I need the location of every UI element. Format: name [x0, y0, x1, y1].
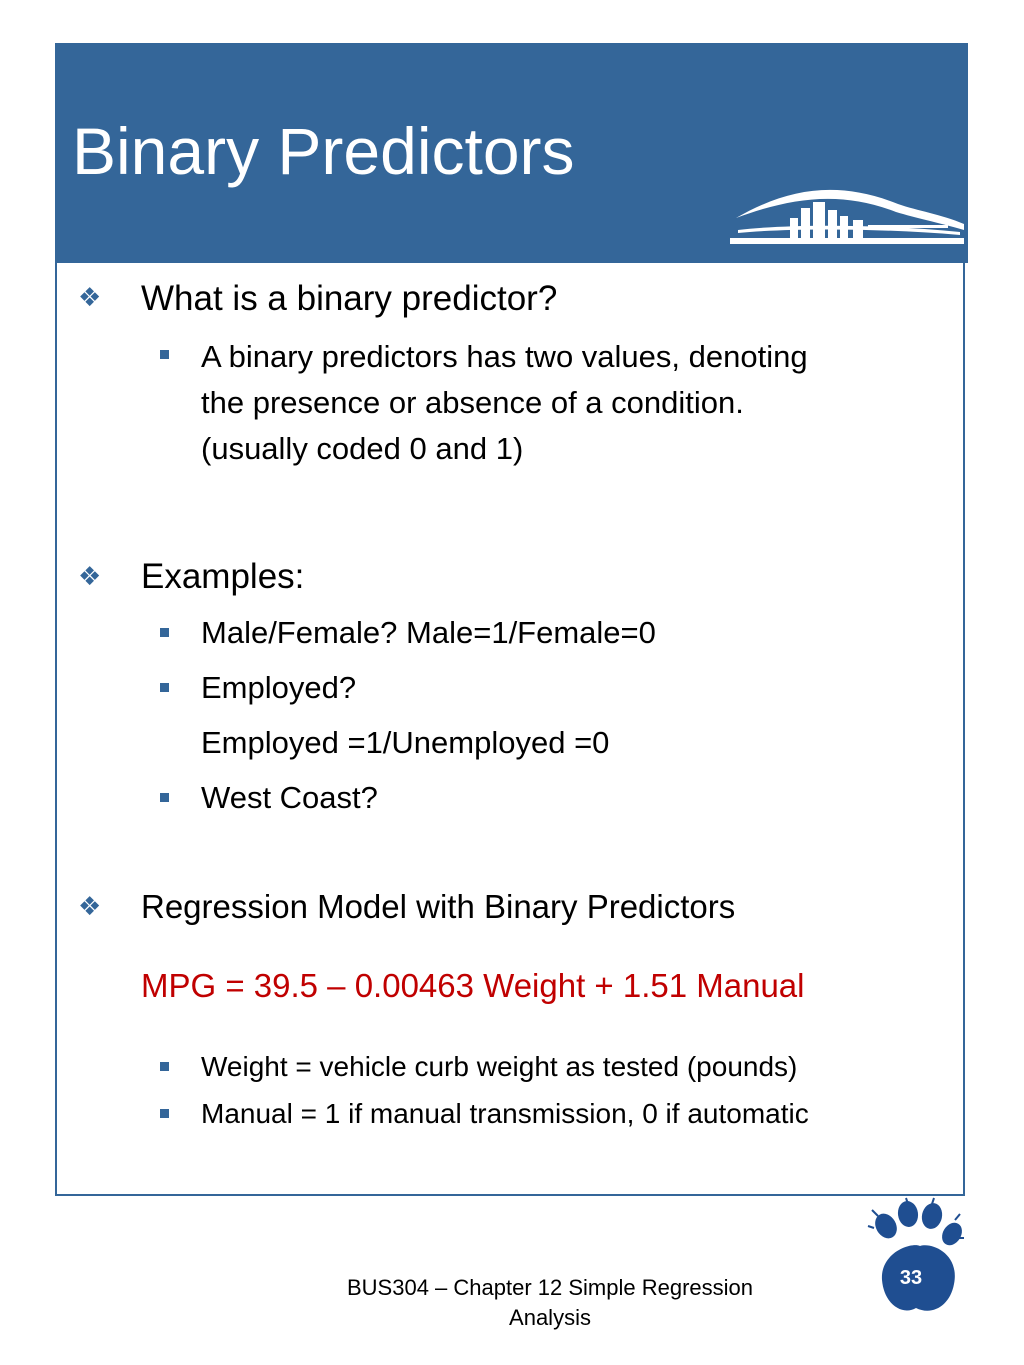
square-bullet-icon — [160, 1062, 169, 1071]
square-bullet-icon — [160, 1109, 169, 1118]
list-item: West Coast? — [201, 780, 378, 815]
section-heading: Examples: — [141, 557, 305, 596]
footer-line: Analysis — [509, 1305, 591, 1330]
list-item: Employed? — [201, 670, 357, 705]
regression-formula: MPG = 39.5 – 0.00463 Weight + 1.51 Manual — [141, 967, 805, 1004]
list-item: the presence or absence of a condition. — [201, 385, 744, 420]
square-bullet-icon — [160, 628, 169, 637]
footer-line: BUS304 – Chapter 12 Simple Regression — [346, 1275, 753, 1300]
diamond-bullet-icon: ❖ — [78, 282, 102, 312]
list-item: A binary predictors has two values, denoting — [201, 339, 808, 374]
list-item: Employed =1/Unemployed =0 — [201, 725, 610, 760]
square-bullet-icon — [160, 350, 169, 359]
skyline-logo-icon — [728, 178, 968, 250]
square-bullet-icon — [160, 793, 169, 802]
square-bullet-icon — [160, 683, 169, 692]
list-item: (usually coded 0 and 1) — [201, 431, 524, 466]
list-item: Male/Female? Male=1/Female=0 — [201, 615, 656, 650]
paw-icon — [862, 1196, 966, 1320]
list-item: Manual = 1 if manual transmission, 0 if automatic — [201, 1098, 809, 1129]
section-heading: Regression Model with Binary Predictors — [141, 888, 736, 925]
slide-footer — [280, 1273, 820, 1333]
diamond-bullet-icon: ❖ — [78, 561, 102, 591]
slide-title: Binary Predictors — [72, 114, 575, 188]
diamond-bullet-icon: ❖ — [78, 891, 102, 921]
list-item: Weight = vehicle curb weight as tested (pounds) — [201, 1051, 798, 1082]
page-number: 33 — [899, 1267, 923, 1289]
section-heading: What is a binary predictor? — [141, 279, 558, 318]
